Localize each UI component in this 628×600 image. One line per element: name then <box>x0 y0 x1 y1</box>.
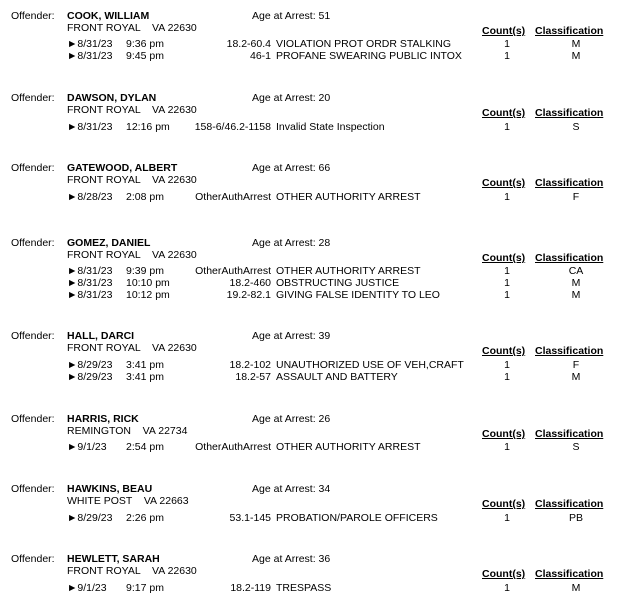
classification-header: Classification <box>535 25 604 37</box>
offender-label: Offender: <box>11 330 55 342</box>
charge-date: ►8/31/23 <box>67 289 113 301</box>
offender-name: GOMEZ, DANIEL <box>67 237 151 249</box>
charge-classification: S <box>572 441 580 453</box>
charge-time: 9:39 pm <box>126 265 164 277</box>
age-at-arrest <box>252 10 330 22</box>
address-city: FRONT ROYAL <box>67 22 141 34</box>
charge-count: 1 <box>504 121 510 133</box>
charge-description: OTHER AUTHORITY ARREST <box>276 191 421 203</box>
address-city: FRONT ROYAL <box>67 249 141 261</box>
age-value: 36 <box>318 553 331 565</box>
charge-date: ►9/1/23 <box>67 441 107 453</box>
charge-row <box>0 38 628 50</box>
charge-count: 1 <box>504 191 510 203</box>
charge-classification: F <box>572 359 580 371</box>
charge-date: ►8/29/23 <box>67 512 113 524</box>
charge-date: ►8/29/23 <box>67 371 113 383</box>
address-zip: 22630 <box>167 104 197 116</box>
charge-description: GIVING FALSE IDENTITY TO LEO <box>276 289 440 301</box>
charge-time: 10:10 pm <box>126 277 170 289</box>
charge-time: 2:26 pm <box>126 512 164 524</box>
counts-header: Count(s) <box>482 498 526 510</box>
age-at-arrest <box>252 413 330 425</box>
offender-block <box>0 413 628 483</box>
charge-time: 12:16 pm <box>126 121 170 133</box>
offender-address <box>67 565 197 577</box>
charge-classification: F <box>572 191 580 203</box>
charge-code: 46-1 <box>249 50 271 62</box>
address-zip: 22630 <box>167 565 197 577</box>
charge-row <box>0 50 628 62</box>
charge-classification: CA <box>568 265 584 277</box>
charge-code: 53.1-145 <box>229 512 271 524</box>
charge-date: ►8/31/23 <box>67 277 113 289</box>
counts-header: Count(s) <box>482 568 526 580</box>
counts-header: Count(s) <box>482 428 526 440</box>
charge-row <box>0 371 628 383</box>
offender-address <box>67 425 187 437</box>
offender-label: Offender: <box>11 92 55 104</box>
classification-header: Classification <box>535 498 604 510</box>
address-state: VA <box>152 174 165 186</box>
address-state: VA <box>152 104 165 116</box>
charge-count: 1 <box>504 50 510 62</box>
counts-header: Count(s) <box>482 107 526 119</box>
address-state: VA <box>142 425 156 437</box>
offender-block <box>0 92 628 162</box>
charge-description: OTHER AUTHORITY ARREST <box>276 265 421 277</box>
charge-date: ►8/31/23 <box>67 50 113 62</box>
age-label: Age at Arrest: <box>252 92 316 104</box>
charge-row <box>0 582 628 594</box>
offender-name: HAWKINS, BEAU <box>67 483 153 495</box>
age-at-arrest <box>252 483 330 495</box>
charge-time: 9:36 pm <box>126 38 164 50</box>
charge-description: VIOLATION PROT ORDR STALKING <box>276 38 452 50</box>
classification-header: Classification <box>535 252 604 264</box>
address-zip: 22663 <box>159 495 189 507</box>
charge-classification: M <box>571 289 581 301</box>
offender-block <box>0 10 628 80</box>
age-label: Age at Arrest: <box>252 237 316 249</box>
address-state: VA <box>152 342 165 354</box>
charge-row <box>0 121 628 133</box>
charge-description: PROBATION/PAROLE OFFICERS <box>276 512 438 524</box>
age-label: Age at Arrest: <box>252 10 316 22</box>
age-at-arrest <box>252 162 330 174</box>
charge-count: 1 <box>504 289 510 301</box>
charge-code: 18.2-60.4 <box>226 38 271 50</box>
address-city: FRONT ROYAL <box>67 565 141 577</box>
address-zip: 22734 <box>158 425 188 437</box>
charge-time: 2:08 pm <box>126 191 164 203</box>
charge-time: 3:41 pm <box>126 371 164 383</box>
offender-label: Offender: <box>11 10 55 22</box>
address-city: REMINGTON <box>67 425 131 437</box>
offender-name: COOK, WILLIAM <box>67 10 150 22</box>
charge-code: 18.2-102 <box>229 359 271 371</box>
address-state: VA <box>152 565 165 577</box>
classification-header: Classification <box>535 568 604 580</box>
charge-date: ►8/31/23 <box>67 121 113 133</box>
charge-count: 1 <box>504 359 510 371</box>
age-label: Age at Arrest: <box>252 413 316 425</box>
charge-classification: M <box>571 38 581 50</box>
offender-label: Offender: <box>11 413 55 425</box>
age-at-arrest <box>252 237 330 249</box>
charge-classification: S <box>572 121 580 133</box>
charge-time: 2:54 pm <box>126 441 164 453</box>
age-label: Age at Arrest: <box>252 330 316 342</box>
age-value: 66 <box>318 162 331 174</box>
age-value: 20 <box>318 92 331 104</box>
classification-header: Classification <box>535 177 604 189</box>
address-state: VA <box>152 22 165 34</box>
classification-header: Classification <box>535 107 604 119</box>
charge-count: 1 <box>504 371 510 383</box>
charge-code: 18.2-460 <box>229 277 271 289</box>
address-city: WHITE POST <box>67 495 133 507</box>
charge-row <box>0 289 628 301</box>
charge-time: 3:41 pm <box>126 359 164 371</box>
classification-header: Classification <box>535 345 604 357</box>
offender-address <box>67 342 197 354</box>
charge-description: ASSAULT AND BATTERY <box>276 371 398 383</box>
charge-count: 1 <box>504 277 510 289</box>
charge-classification: M <box>571 582 581 594</box>
charge-count: 1 <box>504 441 510 453</box>
counts-header: Count(s) <box>482 25 526 37</box>
charge-row <box>0 512 628 524</box>
charge-count: 1 <box>504 512 510 524</box>
age-value: 51 <box>318 10 331 22</box>
address-zip: 22630 <box>167 22 197 34</box>
charge-code: OtherAuthArrest <box>195 191 271 203</box>
charge-description: UNAUTHORIZED USE OF VEH,CRAFT <box>276 359 464 371</box>
offender-name: HEWLETT, SARAH <box>67 553 160 565</box>
counts-header: Count(s) <box>482 345 526 357</box>
offender-address <box>67 174 197 186</box>
address-city: FRONT ROYAL <box>67 104 141 116</box>
offender-block <box>0 483 628 553</box>
address-state: VA <box>143 495 157 507</box>
classification-header: Classification <box>535 428 604 440</box>
offender-address <box>67 249 197 261</box>
offender-label: Offender: <box>11 553 55 565</box>
offender-name: GATEWOOD, ALBERT <box>67 162 178 174</box>
charge-date: ►8/28/23 <box>67 191 113 203</box>
charge-code: 19.2-82.1 <box>226 289 271 301</box>
age-at-arrest <box>252 92 330 104</box>
charge-date: ►8/31/23 <box>67 265 113 277</box>
offender-name: DAWSON, DYLAN <box>67 92 157 104</box>
address-city: FRONT ROYAL <box>67 342 141 354</box>
age-label: Age at Arrest: <box>252 553 316 565</box>
offender-address <box>67 495 189 507</box>
charge-count: 1 <box>504 582 510 594</box>
charge-row <box>0 265 628 277</box>
address-zip: 22630 <box>167 342 197 354</box>
charge-time: 9:45 pm <box>126 50 164 62</box>
age-label: Age at Arrest: <box>252 162 316 174</box>
charge-time: 10:12 pm <box>126 289 170 301</box>
charge-count: 1 <box>504 38 510 50</box>
age-value: 26 <box>318 413 331 425</box>
offender-block <box>0 237 628 307</box>
age-at-arrest <box>252 330 330 342</box>
counts-header: Count(s) <box>482 177 526 189</box>
offender-name: HALL, DARCI <box>67 330 135 342</box>
charge-classification: M <box>571 277 581 289</box>
age-at-arrest <box>252 553 330 565</box>
charge-description: OBSTRUCTING JUSTICE <box>276 277 400 289</box>
age-value: 34 <box>318 483 331 495</box>
address-state: VA <box>152 249 165 261</box>
charge-code: 18.2-119 <box>230 582 271 594</box>
charge-classification: PB <box>568 512 583 524</box>
offender-label: Offender: <box>11 237 55 249</box>
charge-classification: M <box>571 371 581 383</box>
charge-time: 9:17 pm <box>126 582 164 594</box>
offender-block <box>0 162 628 232</box>
offender-label: Offender: <box>11 483 55 495</box>
charge-code: OtherAuthArrest <box>195 265 271 277</box>
address-zip: 22630 <box>167 174 197 186</box>
charge-description: Invalid State Inspection <box>276 121 385 133</box>
charge-code: 18.2-57 <box>235 371 271 383</box>
charge-row <box>0 359 628 371</box>
age-value: 39 <box>318 330 331 342</box>
address-zip: 22630 <box>167 249 197 261</box>
charge-row <box>0 441 628 453</box>
charge-row <box>0 277 628 289</box>
offender-address <box>67 104 197 116</box>
charge-description: OTHER AUTHORITY ARREST <box>276 441 421 453</box>
offender-label: Offender: <box>11 162 55 174</box>
offender-address <box>67 22 197 34</box>
counts-header: Count(s) <box>482 252 526 264</box>
offender-block <box>0 330 628 400</box>
charge-code: OtherAuthArrest <box>195 441 271 453</box>
charge-date: ►8/31/23 <box>67 38 113 50</box>
address-city: FRONT ROYAL <box>67 174 141 186</box>
age-value: 28 <box>318 237 331 249</box>
charge-description: PROFANE SWEARING PUBLIC INTOX <box>276 50 462 62</box>
offender-name: HARRIS, RICK <box>67 413 139 425</box>
charge-row <box>0 191 628 203</box>
charge-classification: M <box>571 50 581 62</box>
age-label: Age at Arrest: <box>252 483 316 495</box>
charge-description: TRESPASS <box>276 582 332 594</box>
charge-code: 158-6/46.2-1158 <box>194 121 271 133</box>
charge-count: 1 <box>504 265 510 277</box>
offender-block <box>0 553 628 600</box>
charge-date: ►8/29/23 <box>67 359 113 371</box>
charge-date: ►9/1/23 <box>67 582 107 594</box>
